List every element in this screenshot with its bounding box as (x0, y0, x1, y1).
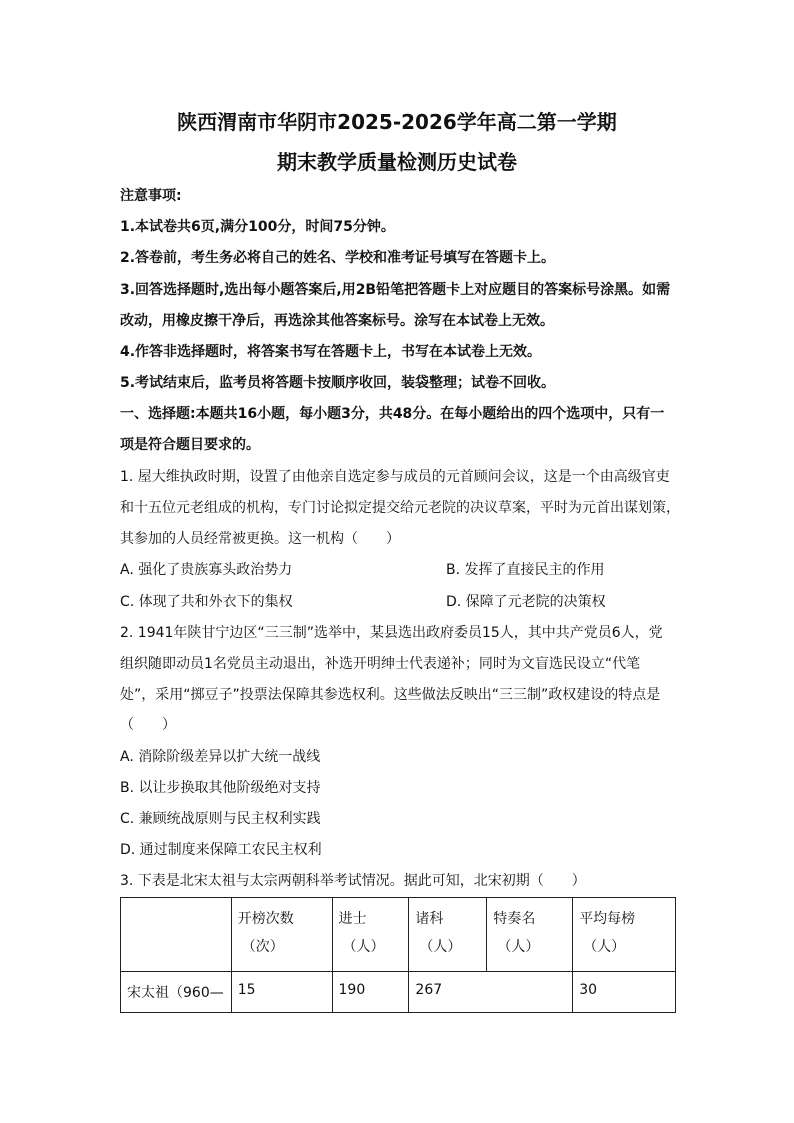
question-1-stem: 其参加的人员经常被更换。这一机构（ ） (120, 531, 400, 547)
page-subtitle: 期末教学质量检测历史试卷 (277, 150, 517, 174)
notice-item: 5.考试结束后，监考员将答题卡按顺序收回，装袋整理；试卷不回收。 (120, 375, 556, 391)
table-header-cell: 诸科 （人） (409, 898, 487, 972)
notice-item: 1.本试卷共6页,满分100分，时间75分钟。 (120, 219, 395, 235)
table-header-row (121, 898, 676, 972)
notice-heading: 注意事项: (120, 188, 182, 204)
question-2-stem: （ ） (120, 717, 176, 733)
notice-item: 4.作答非选择题时，将答案书写在答题卡上，书写在本试卷上无效。 (120, 344, 542, 360)
q1-option-d[interactable]: D. 保障了元老院的决策权 (446, 594, 606, 610)
page-title: 陕西渭南市华阴市2025-2026学年高二第一学期 (177, 110, 617, 134)
table-header-cell: 平均每榜 （人） (573, 898, 676, 972)
question-2-stem: 组织随即动员1名党员主动退出，补选开明绅士代表递补；同时为文盲选民设立“代笔 (120, 656, 641, 672)
q1-option-a[interactable]: A. 强化了贵族寡头政治势力 (120, 562, 293, 578)
table-cell: 267 (409, 972, 573, 1013)
question-1-stem: 和十五位元老组成的机构，专门讨论拟定提交给元老院的决议草案，平时为元首出谋划策， (120, 500, 680, 516)
notice-item: 3.回答选择题时,选出每小题答案后,用2B铅笔把答题卡上对应题目的答案标号涂黑。如需 (120, 282, 671, 298)
question-2-stem: 2. 1941年陕甘宁边区“三三制”选举中，某县选出政府委员15人，其中共产党员6人，党 (120, 625, 663, 641)
table-cell: 30 (573, 972, 676, 1013)
table-header-cell: 特奏名 （人） (487, 898, 573, 972)
table-cell: 宋太祖（960— (121, 972, 232, 1013)
notice-item: 改动，用橡皮擦干净后，再选涂其他答案标号。涂写在本试卷上无效。 (120, 313, 554, 329)
table-header-cell: 开榜次数 （次） (231, 898, 332, 972)
section-heading-cont: 项是符合题目要求的。 (120, 437, 260, 453)
table-cell: 15 (231, 972, 332, 1013)
table-cell: 190 (332, 972, 409, 1013)
table-header-cell (121, 898, 232, 972)
table-row (121, 972, 676, 1013)
question-3-stem: 3. 下表是北宋太祖与太宗两朝科举考试情况。据此可知，北宋初期（ ） (120, 873, 586, 889)
section-heading: 一、选择题:本题共16小题，每小题3分，共48分。在每小题给出的四个选项中，只有一 (120, 406, 665, 422)
q2-option-a[interactable]: A. 消除阶级差异以扩大统一战线 (120, 749, 321, 765)
q1-option-c[interactable]: C. 体现了共和外衣下的集权 (120, 594, 293, 610)
q1-option-b[interactable]: B. 发挥了直接民主的作用 (446, 562, 605, 578)
notice-item: 2.答卷前，考生务必将自己的姓名、学校和准考证号填写在答题卡上。 (120, 250, 556, 266)
question-1-stem: 1. 屋大维执政时期，设置了由他亲自选定参与成员的元首顾问会议，这是一个由高级官吏 (120, 469, 670, 485)
question-2-stem: 处”，采用“掷豆子”投票法保障其参选权利。这些做法反映出“三三制”政权建设的特点是 (120, 687, 661, 703)
keju-table (120, 897, 676, 1013)
q2-option-c[interactable]: C. 兼顾统战原则与民主权利实践 (120, 811, 321, 827)
q2-option-b[interactable]: B. 以让步换取其他阶级绝对支持 (120, 780, 321, 796)
table-header-cell: 进士 （人） (332, 898, 409, 972)
q2-option-d[interactable]: D. 通过制度来保障工农民主权利 (120, 842, 322, 858)
